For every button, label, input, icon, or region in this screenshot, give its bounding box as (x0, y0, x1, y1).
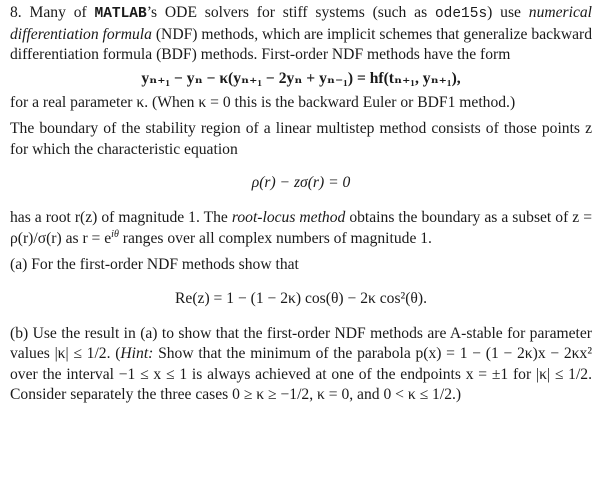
boundary-sentence: The boundary of the stability region of a linear multistep method consists of those points z for which the characteristic equation (10, 120, 592, 158)
part-b (10, 324, 592, 406)
intro-text: Many of (29, 4, 95, 21)
characteristic-equation: ρ(r) − zσ(r) = 0 (251, 174, 351, 191)
intro-text: ) use (487, 4, 529, 21)
root-locus-text: obtains the boundary as a subset of z = ρ(r)/σ(r) as r = e (10, 209, 592, 247)
exponent: iθ (111, 228, 119, 240)
intro-text: (NDF) methods, which are implicit schemes that generalize backward differentiation formula (BDF) methods. First-order NDF methods have the form (10, 25, 593, 63)
ndf-term: numerical differentiation formula (10, 4, 592, 43)
root-locus-term: root-locus method (231, 209, 346, 226)
problem-intro (10, 3, 592, 66)
root-locus-text: ranges over all complex numbers of magnitude 1. (118, 229, 432, 247)
part-a-label: (a) (10, 256, 28, 273)
part-a-equation: Re(z) = 1 − (1 − 2κ) cos(θ) − 2κ cos²(θ). (175, 289, 427, 307)
part-b-label: (b) (10, 324, 29, 342)
solver-name: ode15s (434, 6, 488, 22)
part-b-text: Show that the minimum of the parabola p(x) = 1 − (1 − 2κ)x − 2κx² over the interval −1 ≤ x ≤ 1 is always achieved at one of the endpoints x = ±1 for |κ| ≤ 1/2. Consider separately the three cases 0 ≥ κ ≥ −1/2, κ = 0, and 0 < κ ≤ 1/2.) (10, 345, 592, 403)
root-locus-paragraph (10, 208, 592, 249)
ndf-equation: yₙ₊₁ − yₙ − κ(yₙ₊₁ − 2yₙ + yₙ₋₁) = hf(tₙ₊₁, yₙ₊₁), (141, 69, 461, 87)
intro-text: ’s ODE solvers for stiff systems (such as (146, 4, 435, 21)
part-a (10, 255, 592, 276)
hint-label: Hint: (120, 345, 154, 362)
part-a-text: For the first-order NDF methods show that (31, 256, 299, 273)
problem-number: 8. (10, 4, 22, 21)
part-b-text: Use the result in (a) to show that the first-order NDF methods are A-stable for parameter values |κ| ≤ 1/2. ( (10, 324, 592, 362)
parameter-sentence: for a real parameter κ. (When κ = 0 this is the backward Euler or BDF1 method.) (10, 93, 516, 111)
matlab-name: MATLAB (94, 6, 147, 22)
root-locus-text: has a root r(z) of magnitude 1. The (10, 209, 232, 226)
